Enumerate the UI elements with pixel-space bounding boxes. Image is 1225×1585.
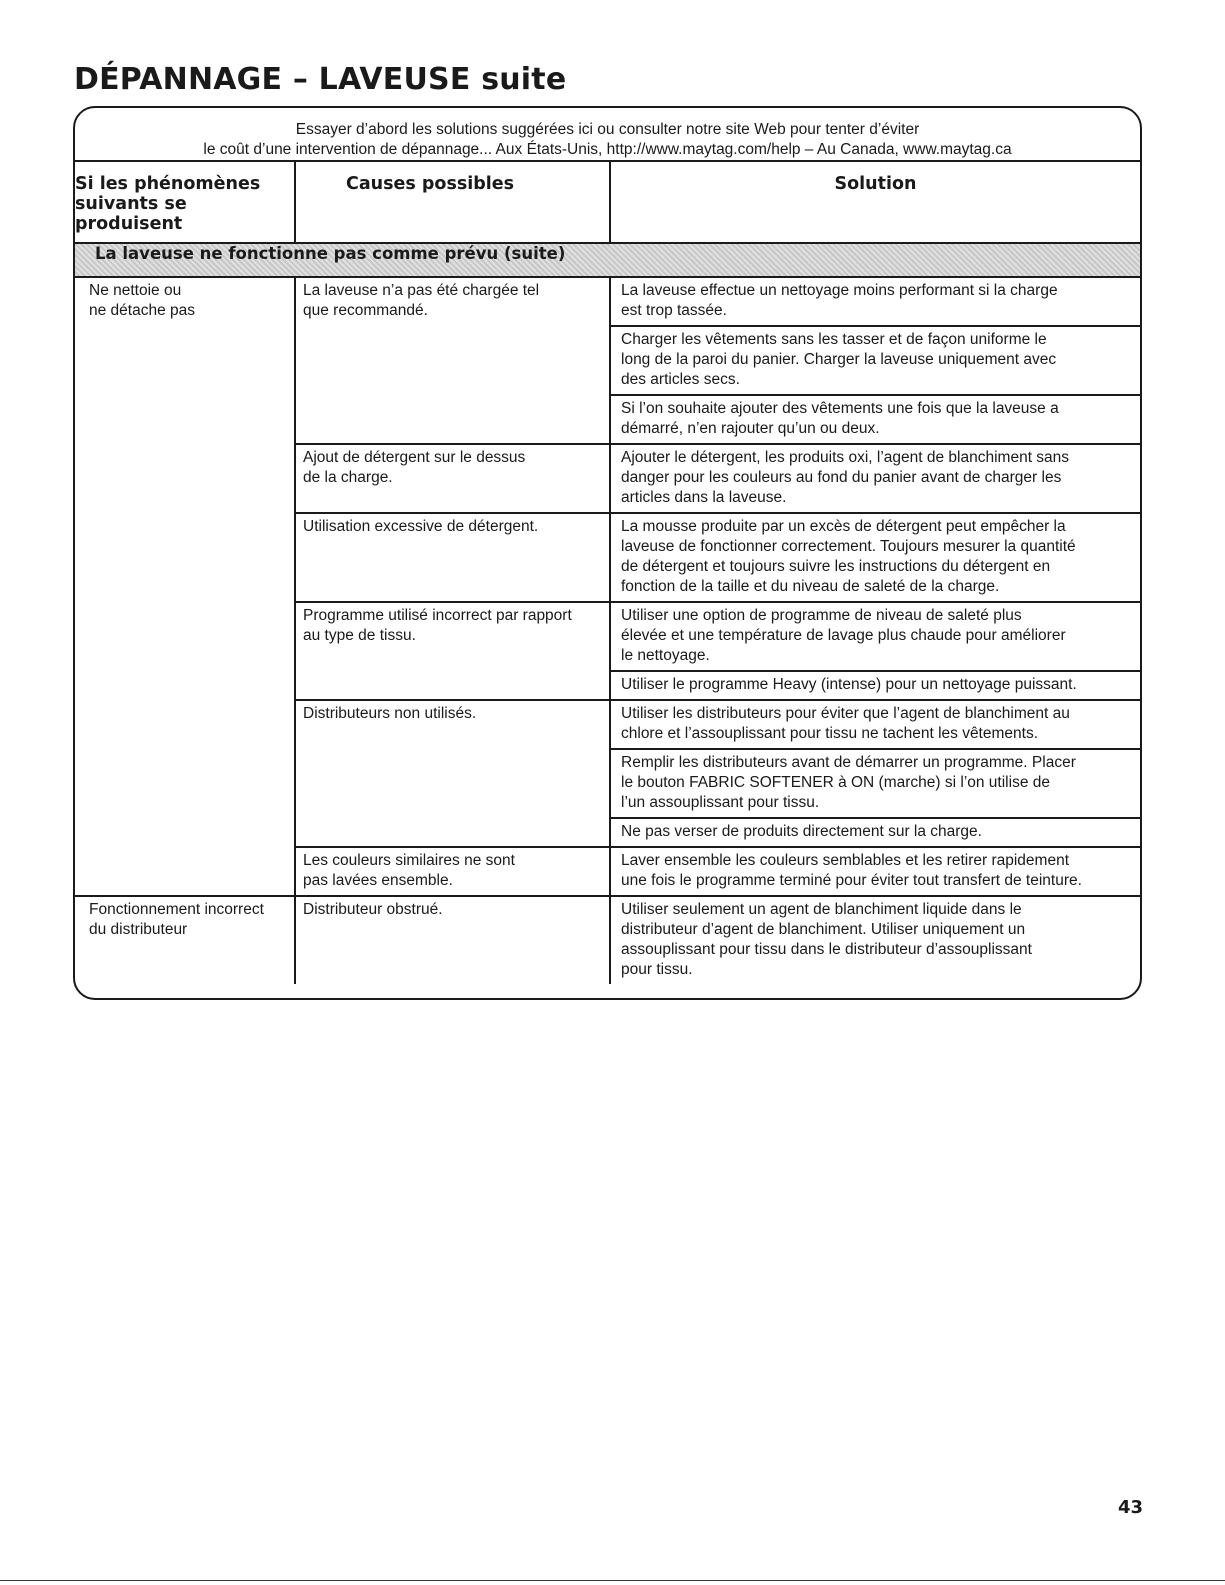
solution-cell: Si l’on souhaite ajouter des vêtements une fois que la laveuse a démarré, n’en rajouter qu’un ou deux. — [610, 395, 1140, 444]
troubleshooting-panel — [73, 106, 1142, 1000]
cause-cell: Distributeurs non utilisés. — [295, 700, 610, 847]
intro-line: le coût d’une intervention de dépannage... Aux États-Unis, http://www.maytag.com/help – Au Canada, www.maytag.ca — [203, 141, 1012, 158]
troubleshooting-table — [75, 162, 1140, 984]
table-body — [75, 243, 1140, 984]
header-causes: Causes possibles — [295, 162, 610, 243]
solution-cell: Utiliser le programme Heavy (intense) pour un nettoyage puissant. — [610, 671, 1140, 700]
cause-cell: Programme utilisé incorrect par rapport au type de tissu. — [295, 602, 610, 700]
bottom-rule — [0, 1580, 1225, 1581]
cause-cell: La laveuse n’a pas été chargée tel que recommandé. — [295, 277, 610, 444]
solution-cell: Utiliser les distributeurs pour éviter que l’agent de blanchiment au chlore et l’assouplissant pour tissu ne tachent les vêtements. — [610, 700, 1140, 749]
page-number: 43 — [1118, 1497, 1144, 1518]
intro-line: Essayer d’abord les solutions suggérées ici ou consulter notre site Web pour tenter d’éviter — [295, 121, 920, 138]
solution-cell: Ajouter le détergent, les produits oxi, l’agent de blanchiment sans danger pour les couleurs au fond du panier avant de charger les articles dans la laveuse. — [610, 444, 1140, 513]
table-header-row — [75, 162, 1140, 243]
solution-cell: Ne pas verser de produits directement sur la charge. — [610, 818, 1140, 847]
intro-note — [75, 108, 1140, 162]
section-band — [75, 243, 1140, 277]
symptom-cell: Fonctionnement incorrect du distributeur — [75, 896, 295, 984]
symptom-cell: Ne nettoie ou ne détache pas — [75, 277, 295, 896]
solution-cell: Remplir les distributeurs avant de démarrer un programme. Placer le bouton FABRIC SOFTENER à ON (marche) si l’on utilise de l’un assouplissant pour tissu. — [610, 749, 1140, 818]
solution-cell: La mousse produite par un excès de détergent peut empêcher la laveuse de fonctionner correctement. Toujours mesurer la quantité de détergent et toujours suivre les instructions du détergent en fonction de la taille et du niveau de saleté de la charge. — [610, 513, 1140, 602]
solution-cell: Laver ensemble les couleurs semblables et les retirer rapidement une fois le programme terminé pour éviter tout transfert de teinture. — [610, 847, 1140, 896]
table-row — [75, 896, 1140, 984]
cause-cell: Ajout de détergent sur le dessus de la charge. — [295, 444, 610, 513]
solution-cell: Charger les vêtements sans les tasser et de façon uniforme le long de la paroi du panier. Charger la laveuse uniquement avec des articles secs. — [610, 326, 1140, 395]
section-title: La laveuse ne fonctionne pas comme prévu (suite) — [75, 243, 1140, 277]
table-row — [75, 277, 1140, 326]
header-solution: Solution — [610, 162, 1140, 243]
solution-cell: Utiliser seulement un agent de blanchiment liquide dans le distributeur d’agent de blanchiment. Utiliser uniquement un assouplissant pour tissu dans le distributeur d’assouplissant pour tissu. — [621, 901, 1032, 978]
header-symptom: Si les phénomènes suivants se produisent — [75, 162, 295, 243]
cause-cell: Les couleurs similaires ne sont pas lavées ensemble. — [295, 847, 610, 896]
page-title: DÉPANNAGE – LAVEUSE suite — [74, 62, 567, 97]
solution-cell: La laveuse effectue un nettoyage moins performant si la charge est trop tassée. — [610, 277, 1140, 326]
cause-cell: Utilisation excessive de détergent. — [295, 513, 610, 602]
solution-cell: Utiliser une option de programme de niveau de saleté plus élevée et une température de lavage plus chaude pour améliorer le nettoyage. — [610, 602, 1140, 671]
cause-cell: Distributeur obstrué. — [295, 896, 610, 984]
